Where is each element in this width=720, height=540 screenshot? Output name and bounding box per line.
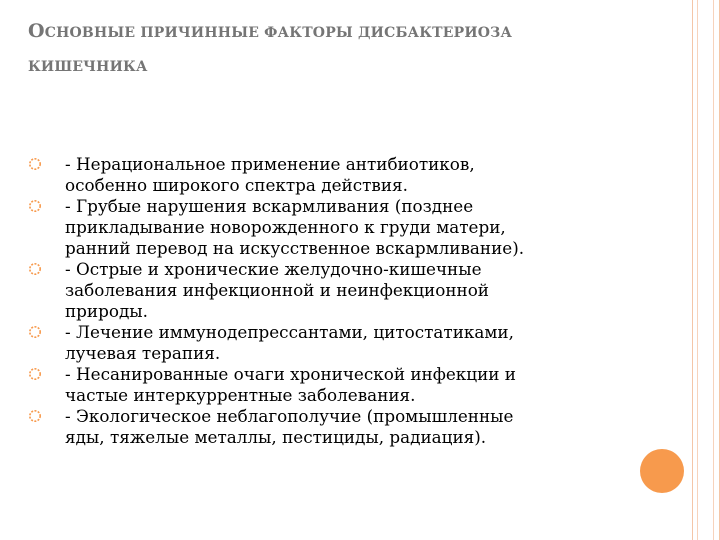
list-item-line: лучевая терапия.	[65, 343, 221, 363]
dotted-circle-bullet-icon	[28, 157, 42, 171]
list-item-line: частые интеркуррентные заболевания.	[65, 385, 416, 405]
right-border-line	[692, 0, 693, 540]
title-line-2: КИШЕЧНИКА	[28, 59, 148, 75]
dotted-circle-bullet-icon	[28, 199, 42, 213]
list-item-line: - Несанированные очаги хронической инфекции и	[65, 364, 516, 384]
title-line-1-rest: СНОВНЫЕ ПРИЧИННЫЕ ФАКТОРЫ ДИСБАКТЕРИОЗА	[44, 25, 513, 41]
list-item-line: природы.	[65, 301, 148, 321]
list-item-line: - Лечение иммунодепрессантами, цитостатиками,	[65, 322, 514, 342]
factors-list	[28, 154, 648, 448]
list-item-line: - Острые и хронические желудочно-кишечные	[65, 259, 482, 279]
dotted-circle-bullet-icon	[28, 262, 42, 276]
list-item-line: прикладывание новорожденного к груди матери,	[65, 217, 506, 237]
list-item	[28, 259, 648, 322]
list-item-line: заболевания инфекционной и неинфекционной	[65, 280, 489, 300]
list-item	[28, 364, 648, 406]
list-item-line: - Нерациональное применение антибиотиков,	[65, 154, 475, 174]
list-item-line: особенно широкого спектра действия.	[65, 175, 408, 195]
right-border-line	[697, 0, 698, 540]
list-item	[28, 196, 648, 259]
right-border-line	[713, 0, 714, 540]
dotted-circle-bullet-icon	[28, 325, 42, 339]
list-item-line: ранний перевод на искусственное вскармливание).	[65, 238, 525, 258]
slide-title	[28, 14, 648, 84]
list-item	[28, 322, 648, 364]
list-item	[28, 406, 648, 448]
list-item-line: - Грубые нарушения вскармливания (позднее	[65, 196, 474, 216]
title-first-letter: О	[28, 20, 45, 42]
dotted-circle-bullet-icon	[28, 367, 42, 381]
list-item	[28, 154, 648, 196]
list-item-line: - Экологическое неблагополучие (промышленные	[65, 406, 514, 426]
orange-circle-decoration	[640, 449, 684, 493]
list-item-line: яды, тяжелые металлы, пестициды, радиация).	[65, 427, 487, 447]
dotted-circle-bullet-icon	[28, 409, 42, 423]
